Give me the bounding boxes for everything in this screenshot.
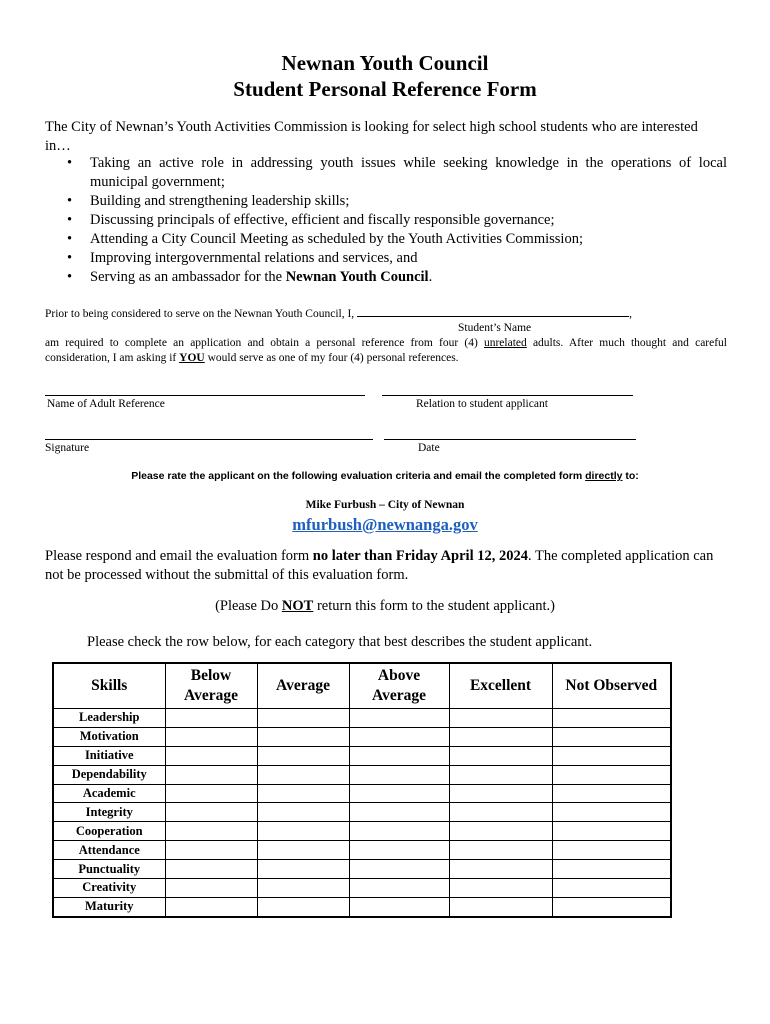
skill-label: Leadership: [53, 709, 165, 728]
table-row: [53, 727, 671, 746]
rating-cell-excellent[interactable]: [449, 841, 552, 860]
student-name-field[interactable]: [357, 306, 629, 317]
rating-cell-excellent[interactable]: [449, 860, 552, 879]
column-header-below-average: Below Average: [165, 663, 257, 709]
rating-cell-excellent[interactable]: [449, 746, 552, 765]
rating-cell-excellent[interactable]: [449, 709, 552, 728]
rating-cell-above-average[interactable]: [349, 879, 449, 898]
rating-cell-above-average[interactable]: [349, 860, 449, 879]
you-emphasis: YOU: [179, 352, 205, 364]
rating-cell-below-average[interactable]: [165, 822, 257, 841]
rating-cell-below-average[interactable]: [165, 727, 257, 746]
requirement-paragraph: am required to complete an application and obtain a personal reference from four (4) unrelated adults. After much thought and careful consideration, I am asking if YOU would serve as one of my four (4) personal references.: [45, 337, 728, 364]
not-emphasis: NOT: [281, 598, 314, 614]
check-instructions: Please check the row below, for each category that best describes the student applicant.: [87, 634, 593, 650]
skill-label: Academic: [53, 784, 165, 803]
adult-reference-field[interactable]: [45, 395, 365, 396]
column-header-excellent: Excellent: [449, 663, 552, 709]
bullet-icon: •: [67, 269, 73, 285]
list-item: • Serving as an ambassador for the Newnan Youth Council.: [67, 269, 433, 285]
duties-list: [45, 154, 727, 287]
table-row: [53, 822, 671, 841]
table-row: [53, 784, 671, 803]
skill-label: Maturity: [53, 897, 165, 916]
date-field[interactable]: [384, 439, 636, 440]
rating-cell-below-average[interactable]: [165, 803, 257, 822]
column-header-average: Average: [257, 663, 349, 709]
relation-field[interactable]: [382, 395, 633, 396]
directly-emphasis: directly: [585, 470, 623, 482]
rating-cell-not-observed[interactable]: [552, 860, 671, 879]
bullet-icon: •: [67, 231, 73, 247]
rating-cell-above-average[interactable]: [349, 784, 449, 803]
adult-reference-label: Name of Adult Reference: [47, 398, 165, 410]
rating-cell-not-observed[interactable]: [552, 897, 671, 916]
table-row: [53, 803, 671, 822]
skill-label: Punctuality: [53, 860, 165, 879]
date-label: Date: [418, 442, 440, 454]
rating-cell-average[interactable]: [257, 860, 349, 879]
rating-cell-not-observed[interactable]: [552, 727, 671, 746]
skill-label: Motivation: [53, 727, 165, 746]
rating-cell-average[interactable]: [257, 822, 349, 841]
student-name-label: Student’s Name: [458, 322, 532, 334]
rating-cell-excellent[interactable]: [449, 803, 552, 822]
skill-label: Creativity: [53, 879, 165, 898]
return-notice: (Please Do NOT return this form to the student applicant.): [215, 598, 555, 614]
rating-cell-not-observed[interactable]: [552, 803, 671, 822]
rating-cell-average[interactable]: [257, 841, 349, 860]
intro-paragraph: The City of Newnan’s Youth Activities Commission is looking for select high school students who are interested in…: [45, 119, 698, 154]
column-header-above-average: Above Average: [349, 663, 449, 709]
signature-label: Signature: [45, 442, 90, 454]
bullet-icon: •: [67, 250, 73, 266]
rating-cell-above-average[interactable]: [349, 709, 449, 728]
rating-cell-above-average[interactable]: [349, 803, 449, 822]
rating-cell-not-observed[interactable]: [552, 879, 671, 898]
list-item: • Attending a City Council Meeting as scheduled by the Youth Activities Commission;: [67, 231, 583, 247]
form-org-title: Newnan Youth Council: [281, 51, 489, 75]
list-item: • Building and strengthening leadership skills;: [67, 193, 350, 209]
skill-label: Integrity: [53, 803, 165, 822]
rating-cell-below-average[interactable]: [165, 841, 257, 860]
rating-cell-below-average[interactable]: [165, 784, 257, 803]
rating-cell-below-average[interactable]: [165, 765, 257, 784]
rating-cell-not-observed[interactable]: [552, 709, 671, 728]
contact-name: Mike Furbush – City of Newnan: [305, 499, 465, 511]
rating-instructions: Please rate the applicant on the following evaluation criteria and email the completed form directly to:: [131, 470, 639, 482]
rating-cell-excellent[interactable]: [449, 784, 552, 803]
skill-label: Dependability: [53, 765, 165, 784]
rating-cell-above-average[interactable]: [349, 841, 449, 860]
deadline-paragraph: Please respond and email the evaluation form no later than Friday April 12, 2024. The completed application can not be processed without the submittal of this evaluation form.: [45, 548, 714, 583]
rating-cell-average[interactable]: [257, 765, 349, 784]
table-header-row: [53, 663, 671, 709]
rating-cell-average[interactable]: [257, 727, 349, 746]
bullet-icon: •: [67, 212, 73, 228]
column-header-not-observed: Not Observed: [552, 663, 671, 709]
deadline-date: no later than Friday April 12, 2024: [312, 548, 528, 564]
list-item: • Taking an active role in addressing youth issues while seeking knowledge in the operations of local municipal government;: [67, 155, 727, 190]
rating-cell-below-average[interactable]: [165, 709, 257, 728]
list-item: • Discussing principals of effective, efficient and fiscally responsible governance;: [67, 212, 555, 228]
table-row: [53, 841, 671, 860]
evaluation-table-body: [53, 709, 671, 917]
rating-cell-below-average[interactable]: [165, 860, 257, 879]
rating-cell-above-average[interactable]: [349, 897, 449, 916]
table-row: [53, 897, 671, 916]
rating-cell-average[interactable]: [257, 897, 349, 916]
table-row: [53, 765, 671, 784]
skill-label: Initiative: [53, 746, 165, 765]
rating-cell-not-observed[interactable]: [552, 841, 671, 860]
skill-label: Attendance: [53, 841, 165, 860]
bullet-icon: •: [67, 155, 73, 171]
rating-cell-excellent[interactable]: [449, 765, 552, 784]
rating-cell-average[interactable]: [257, 746, 349, 765]
rating-cell-above-average[interactable]: [349, 746, 449, 765]
rating-cell-below-average[interactable]: [165, 879, 257, 898]
contact-email-link[interactable]: mfurbush@newnanga.gov: [292, 515, 478, 534]
table-row: [53, 860, 671, 879]
rating-cell-not-observed[interactable]: [552, 784, 671, 803]
table-row: [53, 879, 671, 898]
relation-label: Relation to student applicant: [416, 398, 548, 410]
rating-cell-above-average[interactable]: [349, 765, 449, 784]
table-row: [53, 746, 671, 765]
rating-cell-above-average[interactable]: [349, 727, 449, 746]
council-name: Newnan Youth Council: [285, 269, 429, 285]
evaluation-table: [52, 662, 672, 918]
form-title: Student Personal Reference Form: [233, 77, 537, 101]
rating-cell-below-average[interactable]: [165, 746, 257, 765]
prior-statement: Prior to being considered to serve on the Newnan Youth Council, I, ,: [45, 308, 632, 320]
rating-cell-excellent[interactable]: [449, 897, 552, 916]
rating-cell-excellent[interactable]: [449, 879, 552, 898]
rating-cell-below-average[interactable]: [165, 897, 257, 916]
rating-cell-not-observed[interactable]: [552, 746, 671, 765]
list-item: • Improving intergovernmental relations and services, and: [67, 250, 418, 266]
bullet-icon: •: [67, 193, 73, 209]
rating-cell-excellent[interactable]: [449, 822, 552, 841]
column-header-skills: Skills: [53, 663, 165, 709]
signature-field[interactable]: [45, 439, 373, 440]
rating-cell-above-average[interactable]: [349, 822, 449, 841]
unrelated-emphasis: unrelated: [483, 337, 527, 349]
rating-cell-average[interactable]: [257, 803, 349, 822]
skill-label: Cooperation: [53, 822, 165, 841]
rating-cell-not-observed[interactable]: [552, 765, 671, 784]
rating-cell-excellent[interactable]: [449, 727, 552, 746]
rating-cell-average[interactable]: [257, 784, 349, 803]
rating-cell-average[interactable]: [257, 709, 349, 728]
table-row: [53, 709, 671, 728]
rating-cell-average[interactable]: [257, 879, 349, 898]
rating-cell-not-observed[interactable]: [552, 822, 671, 841]
